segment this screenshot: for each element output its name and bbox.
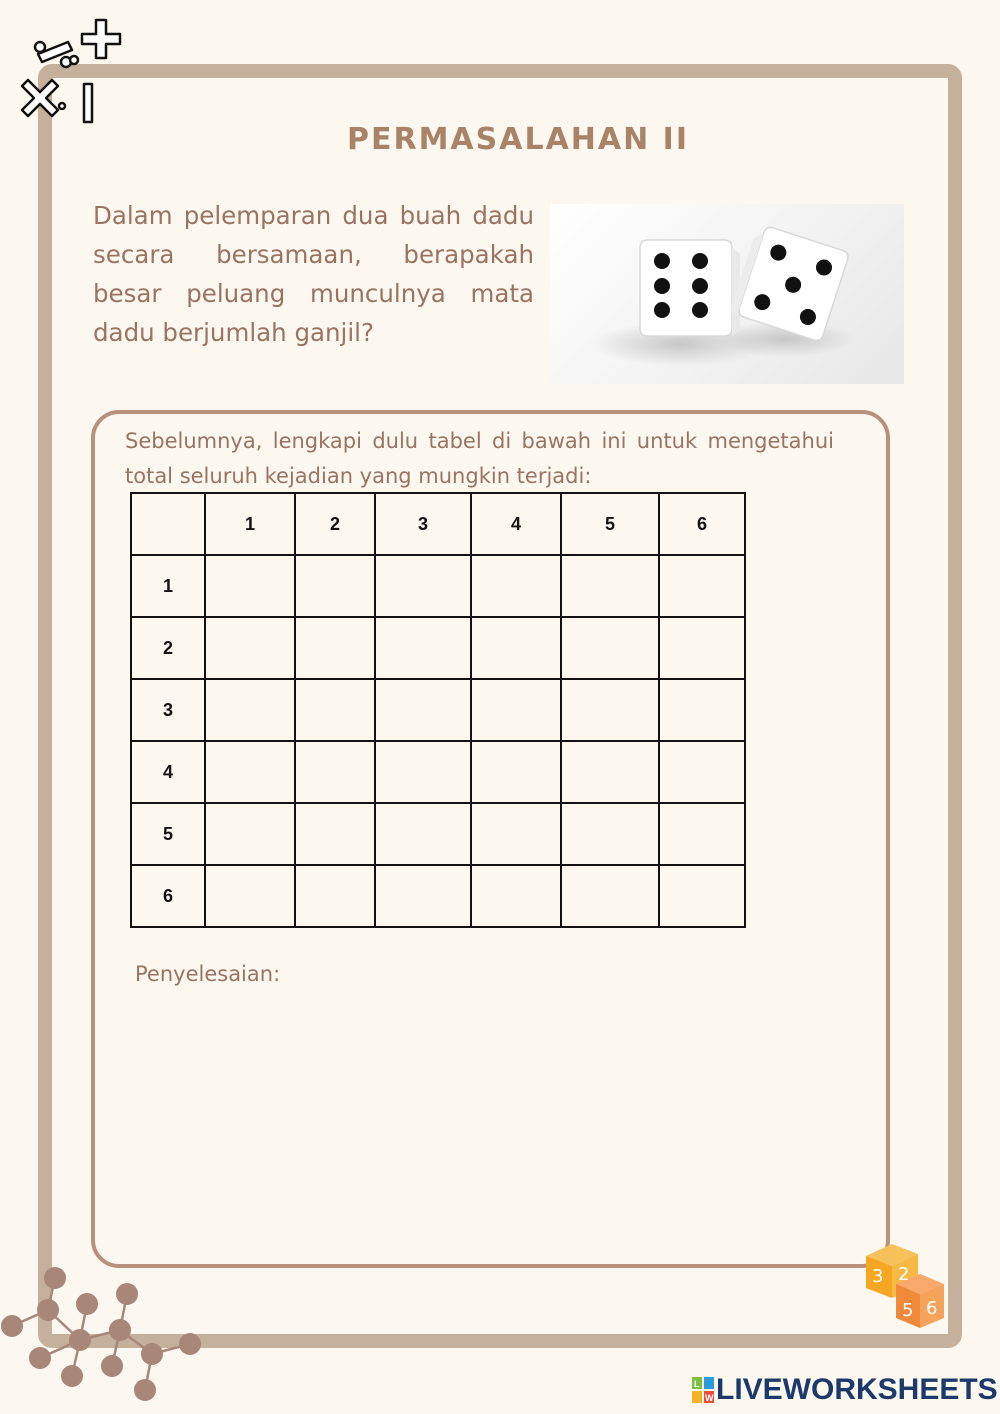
answer-cell[interactable] (561, 741, 659, 803)
row-header: 1 (131, 555, 205, 617)
table-corner-cell (131, 493, 205, 555)
answer-cell[interactable] (659, 803, 745, 865)
answer-cell[interactable] (295, 617, 375, 679)
answer-cell[interactable] (205, 617, 295, 679)
table-row (131, 679, 745, 741)
answer-cell[interactable] (659, 555, 745, 617)
cube-number: 5 (902, 1300, 914, 1321)
answer-cell[interactable] (205, 741, 295, 803)
intro-text: Sebelumnya, lengkapi dulu tabel di bawah ini untuk mengetahui total seluruh kejadian yang mungkin terjadi: (125, 429, 834, 488)
answer-cell[interactable] (205, 679, 295, 741)
answer-cell[interactable] (561, 803, 659, 865)
answer-cell[interactable] (375, 803, 471, 865)
answer-cell[interactable] (471, 865, 561, 927)
cube-number: 3 (872, 1266, 884, 1287)
answer-cell[interactable] (659, 617, 745, 679)
answer-cell[interactable] (471, 803, 561, 865)
dice-image (550, 204, 904, 384)
answer-cell[interactable] (375, 865, 471, 927)
row-header: 3 (131, 679, 205, 741)
answer-cell[interactable] (471, 679, 561, 741)
table-row (131, 617, 745, 679)
answer-cell[interactable] (205, 555, 295, 617)
molecule-icon (0, 1262, 210, 1414)
column-header: 2 (295, 493, 375, 555)
answer-cell[interactable] (295, 741, 375, 803)
answer-cell[interactable] (561, 555, 659, 617)
table-row (131, 555, 745, 617)
answer-cell[interactable] (659, 865, 745, 927)
table-row (131, 803, 745, 865)
column-header: 3 (375, 493, 471, 555)
row-header: 5 (131, 803, 205, 865)
answer-cell[interactable] (205, 803, 295, 865)
cube-number: 6 (926, 1298, 938, 1319)
column-header: 1 (205, 493, 295, 555)
cube-number: 2 (898, 1264, 910, 1285)
answer-cell[interactable] (561, 617, 659, 679)
number-cubes-icon (862, 1242, 948, 1330)
table-header-row (131, 493, 745, 555)
answer-cell[interactable] (659, 679, 745, 741)
die-six (640, 240, 740, 336)
answer-cell[interactable] (295, 865, 375, 927)
math-symbols-icon (14, 14, 124, 124)
answer-cell[interactable] (375, 617, 471, 679)
answer-cell[interactable] (561, 679, 659, 741)
answer-cell[interactable] (295, 555, 375, 617)
sample-space-table (130, 492, 746, 928)
table-row (131, 741, 745, 803)
logo-letter: W (705, 1393, 714, 1403)
liveworksheets-brand[interactable] (692, 1372, 998, 1408)
table-row (131, 865, 745, 927)
answer-cell[interactable] (295, 803, 375, 865)
column-header: 5 (561, 493, 659, 555)
answer-cell[interactable] (471, 617, 561, 679)
row-header: 2 (131, 617, 205, 679)
answer-cell[interactable] (375, 741, 471, 803)
brand-name: LIVEWORKSHEETS (716, 1373, 998, 1406)
answer-cell[interactable] (561, 865, 659, 927)
answer-cell[interactable] (471, 555, 561, 617)
answer-cell[interactable] (295, 679, 375, 741)
liveworksheets-logo-icon (692, 1377, 714, 1403)
answer-cell[interactable] (205, 865, 295, 927)
solution-label: Penyelesaian: (135, 962, 281, 986)
answer-cell[interactable] (375, 679, 471, 741)
answer-cell[interactable] (471, 741, 561, 803)
page-title: PERMASALAHAN II (346, 122, 689, 157)
column-header: 6 (659, 493, 745, 555)
row-header: 4 (131, 741, 205, 803)
row-header: 6 (131, 865, 205, 927)
answer-cell[interactable] (659, 741, 745, 803)
problem-text: Dalam pelemparan dua buah dadu secara bersamaan, berapakah besar peluang munculnya mata dadu berjumlah ganjil? (93, 201, 534, 347)
answer-cell[interactable] (375, 555, 471, 617)
logo-letter: L (694, 1379, 700, 1389)
column-header: 4 (471, 493, 561, 555)
